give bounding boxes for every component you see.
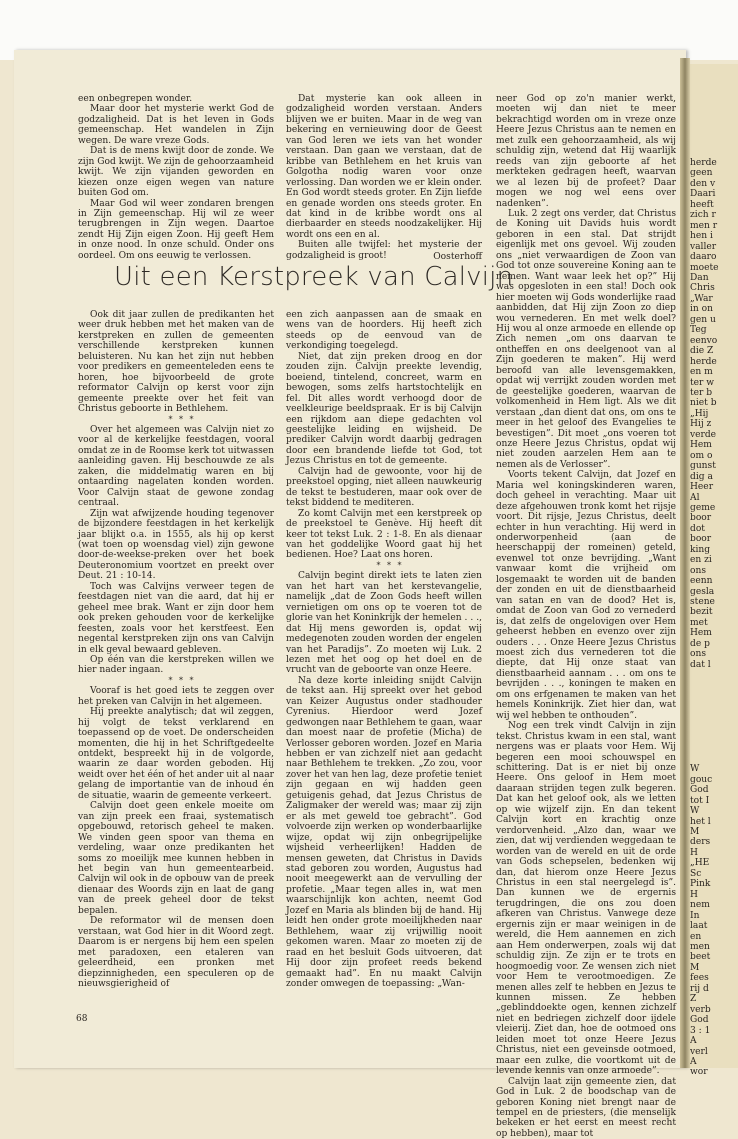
article-title: Uit een Kerstpreek van Calvijn: [114, 262, 514, 292]
paragraph: Dat mysterie kan ook alleen in godzaligheid worden verstaan. Anders blijven we er buiten. Maar in de weg van bekering en vernieuwing door de Geest van God leren we iets van het wonder verstaan. Dan gaan we verstaan, dat de kribbe van Bethlehem en het kruis van Golgotha nodig waren voor onze verlossing. Dan worden we er klein onder. En God wordt steeds groter. En Zijn liefde en genade worden ons steeds groter. En dat kind in de kribbe wordt ons al dierbaarder en steeds noodzakelijker. Hij wordt ons een en al.: [286, 94, 482, 240]
paragraph: Zo komt Calvijn met een kerstpreek op de preekstoel te Genève. Hij heeft dit keer tot tekst Luk. 2 : 1-8. En als dienaar van het goddelijke Woord gaat hij het bedienen. Hoe? Laat ons horen.: [286, 508, 482, 561]
paragraph: een onbegrepen wonder.: [78, 94, 193, 104]
next-page-text: herde geen den v Daari heeft zich r men r hen i valler daaro moete Dan Chris „War in on gen u Teg eenvo die Z herde en m ter w ter b niet b „Hij Hij z verde Hem om o gunst dig a Heer Al geme boor dot boor king en zi ons eenn gesla stene bezit met Hem de p ons dat l W gouc God tot I W het l M ders H „HE Sc Pink H nem In laat en men beet M fees rij d Z verb God 3 : 1 A verl A wor: [690, 158, 719, 1078]
column-bottom-middle: [286, 310, 482, 1010]
paragraph: Hij preekte analytisch; dat wil zeggen, hij volgt de tekst verklarend en toepassend op de voet. De onderscheiden momenten, die hij in het Schriftgedeelte ontdekt, bespreekt hij in de volgorde, waarin ze daar worden geboden. Hij weidt over het één of het ander uit al naar gelang de importantie van de inhoud én de situatie, waarin de gemeente verkeert.: [78, 707, 274, 801]
column-right: [496, 94, 676, 1139]
paragraph: Na deze korte inleiding snijdt Calvijn de tekst aan. Hij spreekt over het gebod van Keizer Augustus onder stadhouder Cyrenius. Hierdoor werd Jozef gedwongen naar Bethlehem te gaan, waar dan moest naar de profetie (Micha) de Verlosser geboren worden. Jozef en Maria hebben er van zichzelf niet aan gedacht naar Bethlehem te trekken. „Zo zou, voor zover het van hen lag, deze profetie teniet zijn gegaan en wij hadden geen getuigenis gehad, dat Jezus Christus de Zaligmaker der wereld was; maar zij zijn er als met geweld toe gebracht”. God volvoerde zijn werken op wonderbaarlijke wijze, opdat wij zijn onbegrijpelijke wijsheid verheerlijken! Hadden de mensen geweten, dat Christus in Davids stad geboren zou worden, Augustus had nooit meegewerkt aan de vervulling der profetie. „Maar tegen alles in, wat men waarschijnlijk kon achten, neemt God Jozef en Maria als blinden bij de hand. Hij leidt hen onder grote moeilijkheden naar Bethlehem, waar zij vrijwillig nooit gekomen waren. Maar zo moeten zij de raad en het besluit Gods uitvoeren, dat Hij door zijn profeet reeds bekend gemaakt had”. En nu maakt Calvijn zonder omwegen de toepassing: „Wan-: [286, 675, 482, 989]
paragraph: Luk. 2 zegt ons verder, dat Christus de Koning uit Davids huis wordt geboren in een stal. Dat strijdt eigenlijk met ons gevoel. Wij zouden ons „niet verwaardigen de Zoon van God tot onze souvereine Koning aan te nemen. Want waar leek het op?” Hij was opgesloten in een stal! Doch ook hier moeten wij Gods wonderlijke raad aanbidden, dat Hij zijn Zoon zo diep wou vernederen. En met welk doel? Hij wou al onze armoede en ellende op Zich nemen „om ons daarvan te ontheffen en ons deelgenoot van al Zijn goederen te maken”. Hij werd beroofd van alle levensgemakken, opdat wij verrijkt zouden worden met de geestelijke goederen, waarvan de volkomenheid in Hem ligt. Als we dit verstaan „dan dient dat ons, om ons te meer in het geloof des Evangelies te bevestigen”. Dit moet „ons voeren tot onze Heere Jezus Christus, opdat wij niet zouden aarzelen Hem aan te nemen als de Verlosser”.: [496, 208, 676, 470]
section-separator: * * *: [168, 675, 196, 685]
section-separator: * * *: [168, 414, 196, 424]
paragraph: Niet, dat zijn preken droog en dor zouden zijn. Calvijn preekte levendig, boeiend, tintelend, concreet, warm en bewogen, soms zelfs hartstochtelijk en fel. Dit alles wordt verhoogd door de veelkleurige beeldspraak. Er is bij Calvijn een rijkdom aan diepe gedachten vol geestelijke leiding en wijsheid. De prediker Calvijn wordt daarbij gedragen door een brandende liefde tot God, tot Jezus Christus en tot de gemeente.: [286, 351, 482, 467]
column-top-left: [78, 94, 274, 264]
paragraph: Maar door het mysterie werkt God de godzaligheid. Dat is het leven in Gods gemeenschap. Het wandelen in Zijn wegen. De ware vreze Gods.: [78, 104, 274, 146]
page-number: 68: [76, 1014, 88, 1024]
paragraph: Calvijn laat zijn gemeente zien, dat God in Luk. 2 de boodschap van de geboren Koning niet brengt naar de tempel en de priesters, (die menselijk bekeken er het eerst en meest recht op hebben), maar tot: [496, 1076, 676, 1139]
author-signature: Oosterhoff: [433, 252, 482, 262]
paragraph: Op één van die kerstpreken willen we hier nader ingaan.: [78, 654, 274, 676]
paragraph: Calvijn begint direkt iets te laten zien van het hart van het kerstevangelie, namelijk „dat de Zoon Gods heeft willen vernietigen om ons op te voeren tot de glorie van het Koninkrijk der hemelen . . ., dat Hij mens geworden is, opdat wij medegenoten zouden worden der engelen van het Paradijs”. Zo moeten wij Luk. 2 lezen met het oog op het doel en de vrucht van de geboorte van onze Heere.: [286, 571, 482, 676]
paragraph: Vooraf is het goed iets te zeggen over het preken van Calvijn in het algemeen.: [78, 686, 274, 707]
next-page-edge: [686, 64, 738, 1078]
section-separator: * * *: [376, 560, 404, 570]
paragraph: Nog een trek vindt Calvijn in zijn tekst. Christus kwam in een stal, want nergens was er plaats voor Hem. Wij begeren een mooi schouwspel en schittering. Dat is er niet bij onze Heere. Ons geloof in Hem moet daaraan strijden tegen zulk begeren. Dat kan het geloof ook, als we letten op wie wijzelf zijn. En dan tekent Calvijn kort en krachtig onze verdorvenheid. „Alzo dan, waar we zien, dat wij verdienden weggedaan te worden van de wereld en uit de orde van Gods schepselen, bedenken wij dan, dat hierom onze Heere Jezus Christus in een stal neergelegd is”. Dan kunnen we de ergernis terugdringen, die ons zou doen afkeren van Christus. Vanwege deze ergernis zijn er maar weinigen in de wereld, die Hem aannemen en zich aan Hem onderwerpen, zoals wij dat schuldig zijn. Ze zijn er te trots en hoogmoedig voor. Ze wensen zich niet voor Hem te verootmoedigen. Ze menen alles zelf te hebben en Jezus te kunnen missen. Ze hebben „geblinddoekte ogen, kennen zichzelf niet en bedriegen zichzelf door ijdele vleierij. Ziet dan, hoe de ootmoed ons leiden moet tot onze Heere Jezus Christus, niet een geveinsde ootmoed, maar een zulke, die voortkomt uit de levende kennis van onze armoede”.: [496, 721, 676, 1077]
column-bottom-left: [78, 310, 274, 1010]
paragraph: Voorts tekent Calvijn, dat Jozef en Maria wel koningskinderen waren, doch geheel in verachting. Maar uit deze afgehouwen tronk komt het rijsje voort. Dit rijsje, Jezus Christus, deelt echter in hun verachting. Hij werd in onderworpenheid (aan de heerschappij der romeinen) geteld, evenwel tot onze bevrijding. „Want vanwaar komt die vrijheid om losgemaakt te worden uit de banden der zonden en uit de dienstbaarheid van satan en van de dood? Het is, omdat de Zoon van God zo vernederd is, dat zelfs de ongelovigen over Hem geheerst hebben en evenzo over zijn ouders . . . Onze Heere Jezus Christus moest zich dus vernederen tot die diepte, dat Hij onze staat van dienstbaarheid aannam . . . om ons te bevrijden . . ., koningen te maken en om ons erfgenamen te maken van het hemels Koninkrijk. Ziet hier dan, wat wij wel hebben te onthouden”.: [496, 470, 676, 721]
column-top-middle: [286, 94, 482, 264]
paragraph: een zich aanpassen aan de smaak en wens van de hoorders. Hij heeft zich steeds op de eenvoud van de verkondiging toegelegd.: [286, 310, 482, 352]
paragraph: Zijn wat afwijzende houding tegenover de bijzondere feestdagen in het kerkelijk jaar blijkt o.a. in 1555, als hij op kerst (wat toen op woensdag viel) zijn gewone door-de-weekse-preken over het boek Deuteronomium voortzet en preekt over Deut. 21 : 10-14.: [78, 508, 274, 582]
paragraph: Calvijn had de gewoonte, voor hij de preekstoel opging, niet alleen nauwkeurig de tekst te bestuderen, maar ook over de tekst biddend te mediteren.: [286, 466, 482, 509]
paragraph: Ook dit jaar zullen de predikanten het weer druk hebben met het maken van de kerstpreken en zullen de gemeenten verschillende kerstpreken kunnen beluisteren. Nu kan het zijn nut hebben voor predikers en gemeenteleden eens te horen, hoe bijvoorbeeld de grote reformator Calvijn op kerst voor zijn gemeente preekte over het feit van Christus geboorte in Bethlehem.: [78, 310, 274, 415]
paragraph: Calvijn doet geen enkele moeite om van zijn preek een fraai, systematisch opgebouwd, retorisch geheel te maken. We vinden geen spoor van thema en verdeling, waar onze predikanten het soms zo moeilijk mee kunnen hebben in het begin van hun gemeentearbeid. Calvijn wil ook in de opbouw van de preek dienaar des Woords zijn en laat de gang van de preek geheel door de tekst bepalen.: [78, 801, 274, 916]
paragraph: De reformator wil de mensen doen verstaan, wat God hier in dit Woord zegt. Daarom is er nergens bij hem een spelen met paradoxen, een etaleren van geleerdheid, een pronken met diepzinnigheden, een speculeren op de nieuwsgierigheid of: [78, 916, 274, 989]
page-gutter: [680, 58, 690, 1068]
paragraph: Buiten alle twijfel: het mysterie der godzaligheid is groot!: [286, 240, 482, 261]
paragraph: Over het algemeen was Calvijn niet zo voor al de kerkelijke feestdagen, vooral omdat ze in de Roomse kerk tot uitwassen aanleiding gaven. Hij beschouwde ze als zaken, die middelmatig waren en bij ontaarding nagelaten konden worden. Voor Calvijn staat de gewone zondag centraal.: [78, 424, 274, 509]
paragraph: Maar God wil weer zondaren brengen in Zijn gemeenschap. Hij wil ze weer terugbrengen in Zijn wegen. Daartoe zendt Hij Zijn eigen Zoon. Hij geeft Hem in onze nood. In onze schuld. Onder ons oordeel. Om ons eeuwig te verlossen.: [78, 198, 274, 261]
paragraph: Dat is de mens kwijt door de zonde. We zijn God kwijt. We zijn de gehoorzaamheid kwijt. We zijn vijanden geworden en kiezen onze eigen wegen van nature buiten God om.: [78, 146, 274, 199]
paragraph: Toch was Calvijns verweer tegen de feestdagen niet van die aard, dat hij er geheel mee brak. Want er zijn door hem ook preken gehouden voor de kerkelijke feesten, zoals voor het kerstfeest. Een negental kerstpreken zijn ons van Calvijn in elk geval bewaard gebleven.: [78, 581, 274, 655]
paragraph: neer God op zo'n manier werkt, moeten wij dan niet te meer bekrachtigd worden om in vreze onze Heere Jezus Christus aan te nemen en met zulk een gehoorzaamheid, als wij schuldig zijn, wetend dat Hij waarlijk reeds van zijn geboorte af het merkteken gedragen heeft, waarvan we al lezen bij de profeet? Daar mogen we nog wel eens over nadenken”.: [496, 94, 676, 209]
